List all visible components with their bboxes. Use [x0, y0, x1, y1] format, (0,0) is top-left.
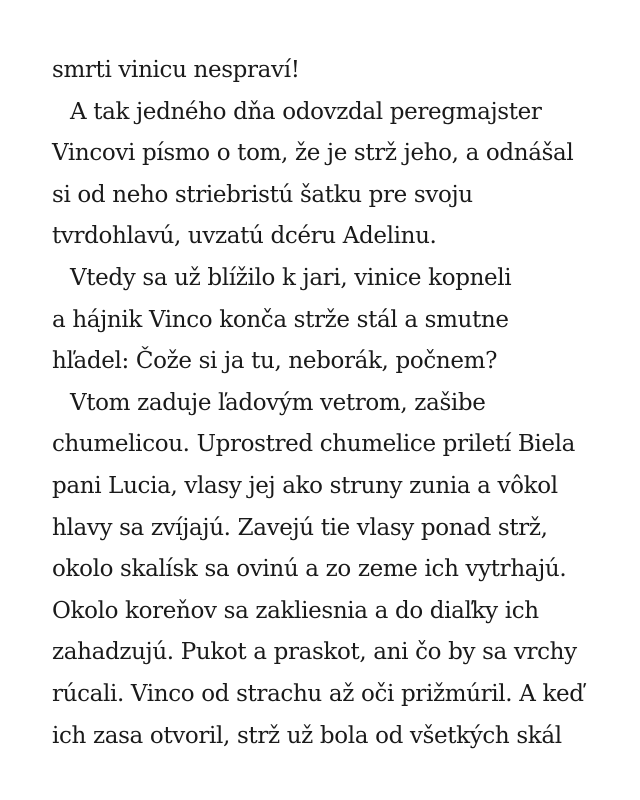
text-line: chumelicou. Uprostred chumelice priletí Biela — [52, 431, 576, 458]
text-line: pani Lucia, vlasy jej ako struny zunia a vôkol — [52, 472, 558, 499]
text-line: ich zasa otvoril, strž už bola od všetkých skál — [52, 722, 562, 749]
text-line: hlavy sa zvíjajú. Zavejú tie vlasy ponad strž, — [52, 514, 548, 541]
text-line: Vtom zaduje ľadovým vetrom, zašibe — [70, 389, 486, 416]
text-line: a hájnik Vinco konča strže stál a smutne — [52, 306, 509, 333]
text-line: hľadel: Čože si ja tu, neborák, počnem? — [52, 348, 498, 375]
body-text — [52, 50, 612, 757]
text-line: si od neho striebristú šatku pre svoju — [52, 181, 473, 208]
text-line: zahadzujú. Pukot a praskot, ani čo by sa vrchy — [52, 639, 577, 666]
text-line: okolo skalísk sa ovinú a zo zeme ich vytrhajú. — [52, 556, 567, 583]
text-line: Okolo koreňov sa zakliesnia a do diaľky ich — [52, 597, 539, 624]
text-line: rúcali. Vinco od strachu až oči prižmúril. A keď — [52, 680, 584, 707]
text-line: A tak jedného dňa odovzdal peregmajster — [70, 98, 542, 125]
text-line: tvrdohlavú, uvzatú dcéru Adelinu. — [52, 223, 437, 250]
text-line: Vtedy sa už blížilo k jari, vinice kopneli — [70, 264, 512, 291]
text-line: smrti vinicu nespraví! — [52, 57, 300, 83]
text-line: Vincovi písmo o tom, že je strž jeho, a odnášal — [52, 140, 574, 167]
